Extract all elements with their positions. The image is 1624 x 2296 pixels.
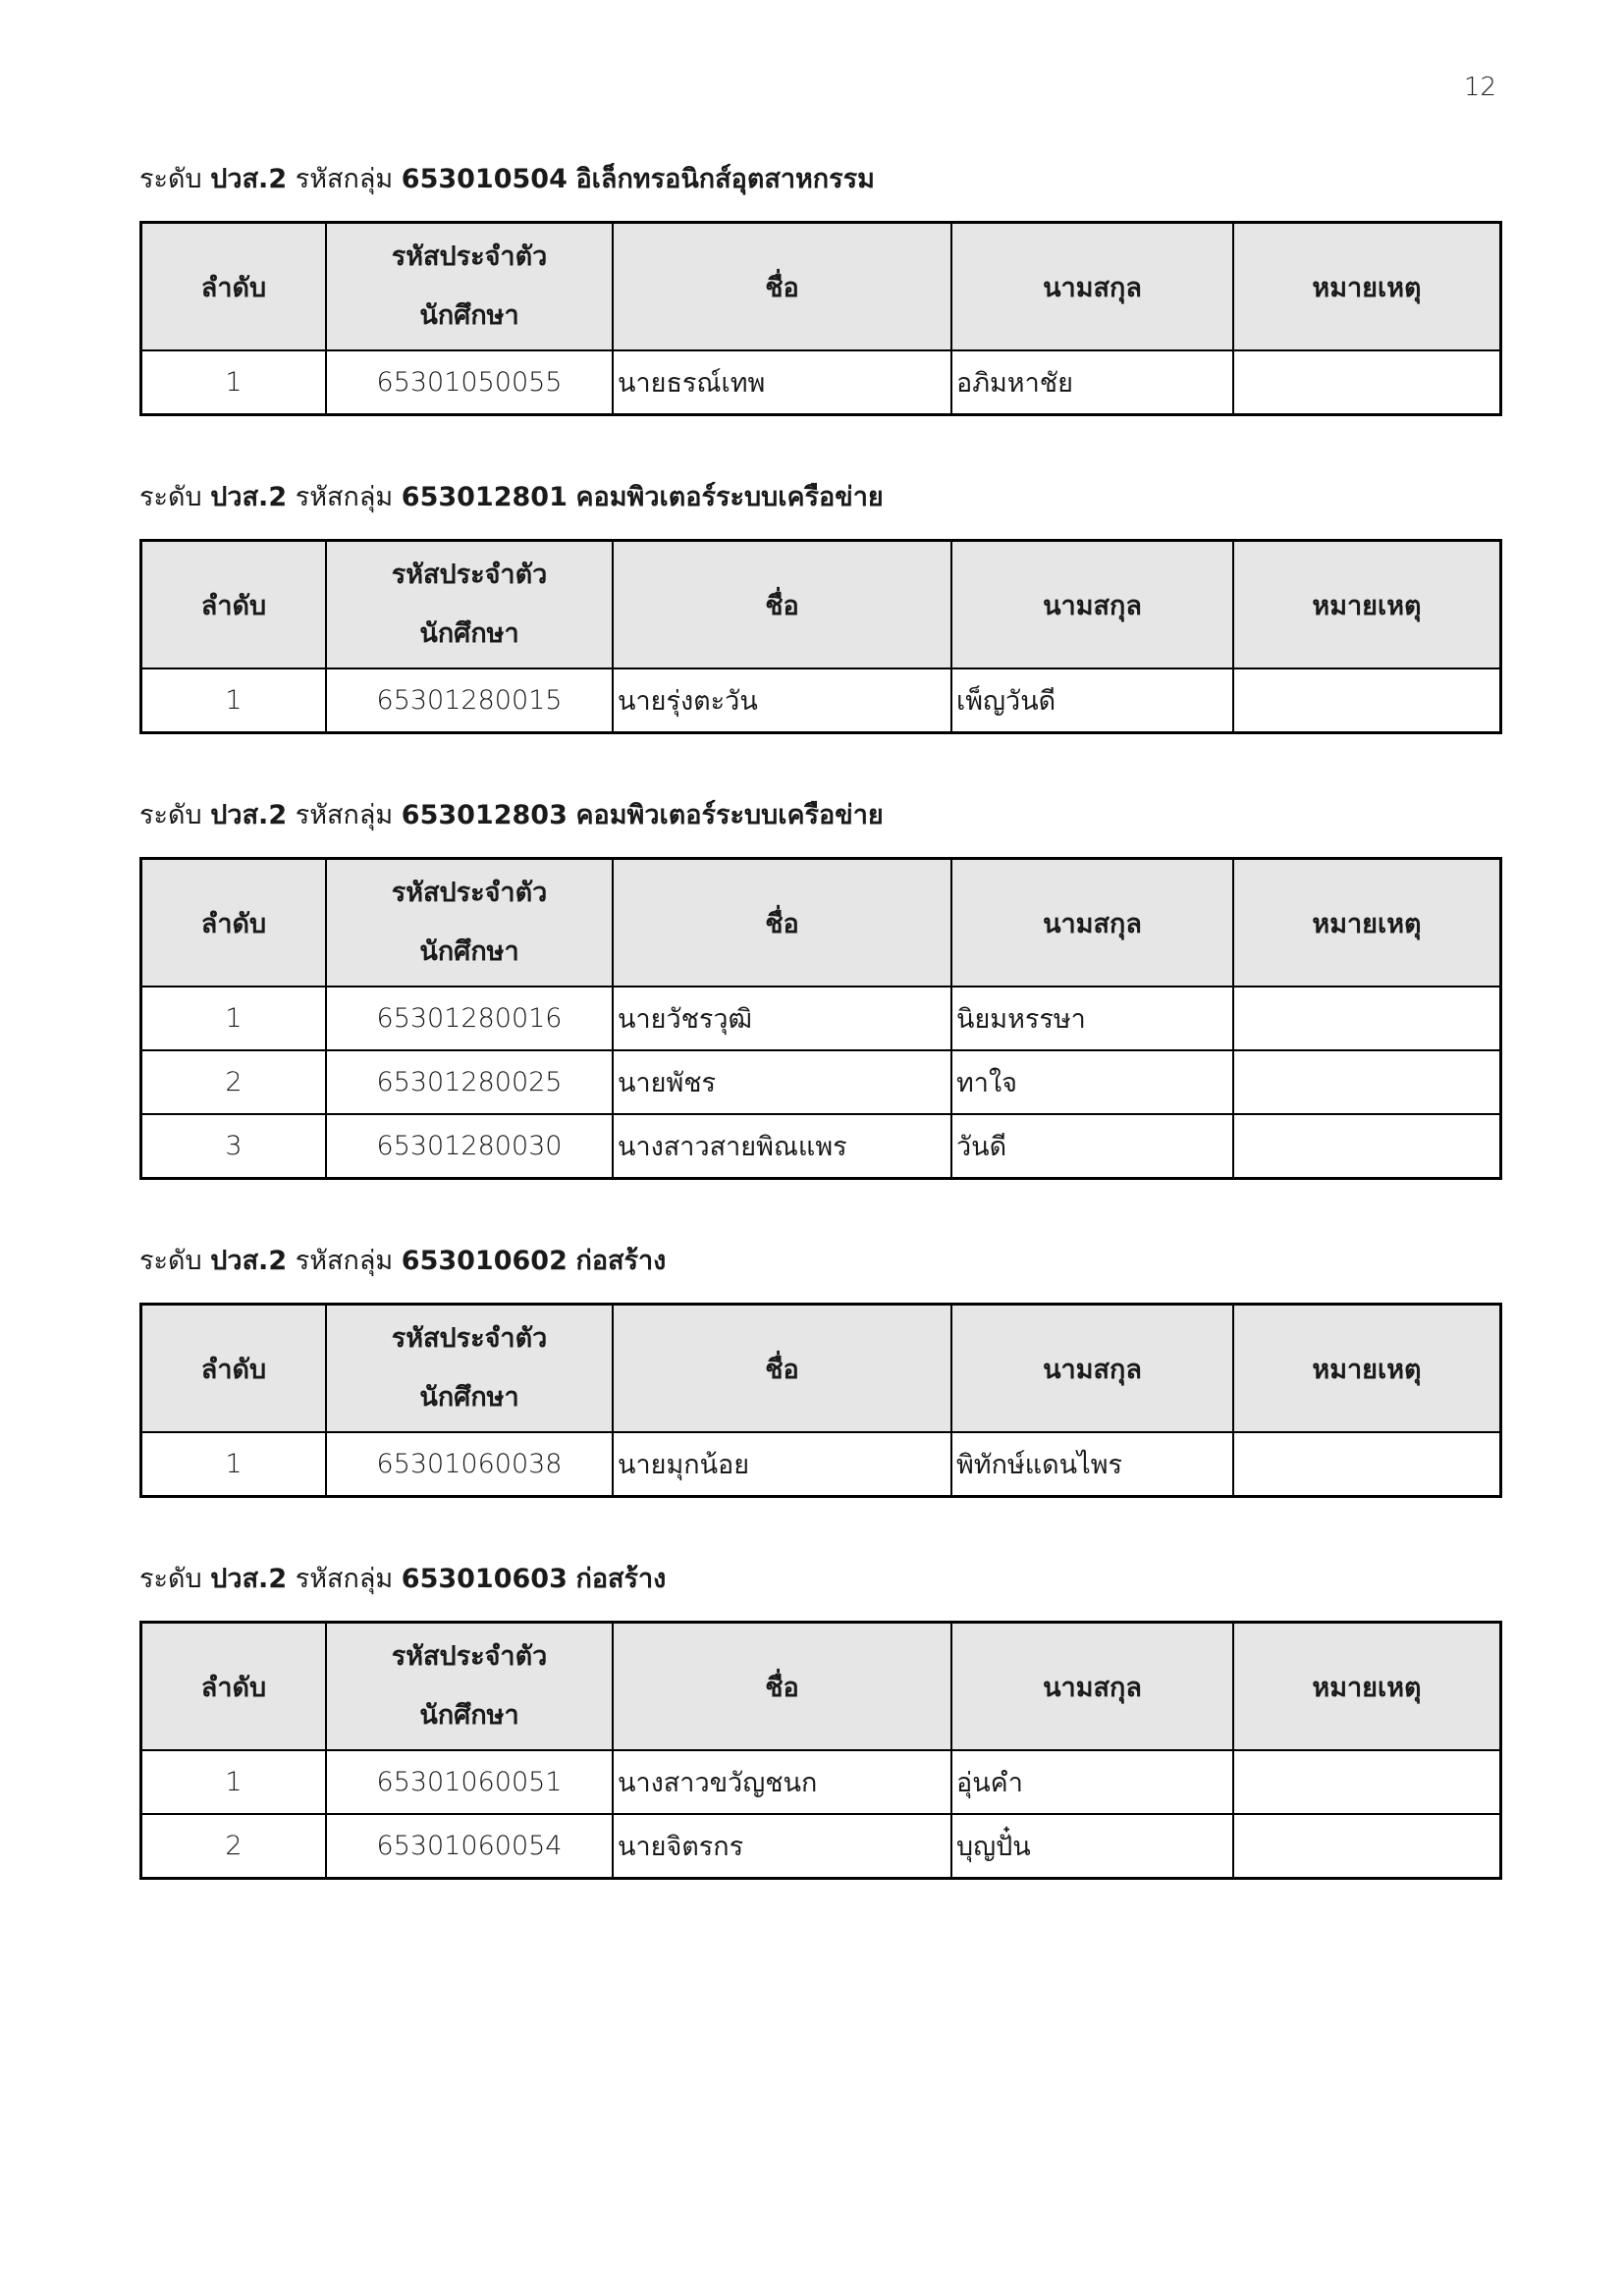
caption-group-code: 653012803 <box>401 800 568 830</box>
table-row <box>141 1432 1501 1497</box>
header-surname <box>951 223 1233 351</box>
table-row <box>141 668 1501 733</box>
cell-student-id: 65301280015 <box>326 668 613 733</box>
caption-label-level: ระดับ <box>139 1246 202 1276</box>
caption-label-level: ระดับ <box>139 1564 202 1594</box>
header-first-name-text: ชื่อ <box>765 1672 799 1703</box>
header-student-id <box>326 1623 613 1751</box>
caption-group-code: 653010603 <box>401 1564 568 1594</box>
caption-group-code: 653010602 <box>401 1246 568 1276</box>
section-caption <box>139 160 1494 199</box>
header-order <box>141 1305 327 1433</box>
caption-group-code: 653010504 <box>401 164 568 194</box>
page-number: 12 <box>1463 73 1496 102</box>
caption-label-level: ระดับ <box>139 482 202 512</box>
cell-first-name: นายวัชรวุฒิ <box>613 987 951 1050</box>
cell-order: 1 <box>141 1750 327 1814</box>
cell-remark <box>1233 1114 1501 1179</box>
section-caption <box>139 1560 1494 1599</box>
section-3 <box>139 796 1494 1180</box>
header-student-id <box>326 859 613 988</box>
section-caption <box>139 796 1494 835</box>
header-first-name-text: ชื่อ <box>765 590 799 621</box>
header-remark-text: หมายเหตุ <box>1312 1672 1422 1703</box>
cell-remark <box>1233 668 1501 733</box>
section-caption <box>139 478 1494 517</box>
cell-surname: บุญปั๋น <box>951 1814 1233 1879</box>
header-first-name <box>613 1623 951 1751</box>
cell-remark <box>1233 1814 1501 1879</box>
cell-student-id: 65301280030 <box>326 1114 613 1179</box>
caption-label-group: รหัสกลุ่ม <box>295 1246 394 1276</box>
caption-label-level: ระดับ <box>139 800 202 830</box>
table-header-row <box>141 541 1501 669</box>
caption-level: ปวส.2 <box>210 164 288 194</box>
table-row <box>141 1114 1501 1179</box>
cell-order: 1 <box>141 350 327 415</box>
header-surname <box>951 1305 1233 1433</box>
caption-level: ปวส.2 <box>210 1246 288 1276</box>
cell-surname: เพ็ญวันดี <box>951 668 1233 733</box>
header-student-id-text: รหัสประจำตัว <box>391 560 548 590</box>
table-header-row <box>141 1305 1501 1433</box>
section-caption <box>139 1242 1494 1281</box>
header-surname <box>951 859 1233 988</box>
header-student-id-text: นักศึกษา <box>419 1382 519 1413</box>
cell-remark <box>1233 350 1501 415</box>
table-header-row <box>141 1623 1501 1751</box>
header-first-name <box>613 541 951 669</box>
table-row <box>141 1814 1501 1879</box>
cell-order: 1 <box>141 987 327 1050</box>
header-remark <box>1233 1305 1501 1433</box>
cell-surname: ทาใจ <box>951 1050 1233 1114</box>
cell-order: 2 <box>141 1814 327 1879</box>
caption-program: ก่อสร้าง <box>575 1564 667 1594</box>
cell-first-name: นางสาวสายพิณแพร <box>613 1114 951 1179</box>
cell-first-name: นางสาวขวัญชนก <box>613 1750 951 1814</box>
header-student-id-text: รหัสประจำตัว <box>391 1323 548 1354</box>
caption-level: ปวส.2 <box>210 1564 288 1594</box>
header-remark <box>1233 1623 1501 1751</box>
student-table <box>139 1303 1502 1498</box>
cell-student-id: 65301060038 <box>326 1432 613 1497</box>
header-remark-text: หมายเหตุ <box>1312 1354 1422 1385</box>
cell-first-name: นายมุกน้อย <box>613 1432 951 1497</box>
cell-first-name: นายธรณ์เทพ <box>613 350 951 415</box>
header-remark <box>1233 541 1501 669</box>
cell-surname: พิทักษ์แดนไพร <box>951 1432 1233 1497</box>
caption-level: ปวส.2 <box>210 800 288 830</box>
table-row <box>141 1750 1501 1814</box>
table-header-row <box>141 223 1501 351</box>
header-student-id-text: นักศึกษา <box>419 300 519 331</box>
caption-level: ปวส.2 <box>210 482 288 512</box>
caption-group-code: 653012801 <box>401 482 568 512</box>
header-first-name-text: ชื่อ <box>765 908 799 939</box>
header-surname-text: นามสกุล <box>1043 1672 1142 1703</box>
header-surname <box>951 541 1233 669</box>
header-surname-text: นามสกุล <box>1043 590 1142 621</box>
student-table <box>139 539 1502 734</box>
cell-order: 1 <box>141 1432 327 1497</box>
header-surname-text: นามสกุล <box>1043 272 1142 303</box>
cell-surname: อภิมหาชัย <box>951 350 1233 415</box>
cell-remark <box>1233 987 1501 1050</box>
caption-label-group: รหัสกลุ่ม <box>295 1564 394 1594</box>
caption-label-group: รหัสกลุ่ม <box>295 800 394 830</box>
caption-label-group: รหัสกลุ่ม <box>295 164 394 194</box>
cell-first-name: นายพัชร <box>613 1050 951 1114</box>
header-first-name-text: ชื่อ <box>765 1354 799 1385</box>
header-student-id-text: รหัสประจำตัว <box>391 1641 548 1672</box>
caption-program: คอมพิวเตอร์ระบบเครือข่าย <box>575 800 884 830</box>
caption-label-group: รหัสกลุ่ม <box>295 482 394 512</box>
header-surname <box>951 1623 1233 1751</box>
header-remark <box>1233 859 1501 988</box>
header-student-id-text: นักศึกษา <box>419 1700 519 1731</box>
header-remark-text: หมายเหตุ <box>1312 590 1422 621</box>
cell-order: 2 <box>141 1050 327 1114</box>
header-order-text: ลำดับ <box>200 272 267 303</box>
caption-program: คอมพิวเตอร์ระบบเครือข่าย <box>575 482 884 512</box>
header-order <box>141 859 327 988</box>
header-student-id-text: นักศึกษา <box>419 936 519 967</box>
header-order-text: ลำดับ <box>200 908 267 939</box>
section-2 <box>139 478 1494 734</box>
header-student-id-text: นักศึกษา <box>419 618 519 649</box>
table-row <box>141 350 1501 415</box>
section-1 <box>139 160 1494 416</box>
header-remark-text: หมายเหตุ <box>1312 272 1422 303</box>
header-first-name <box>613 859 951 988</box>
cell-surname: วันดี <box>951 1114 1233 1179</box>
cell-student-id: 65301050055 <box>326 350 613 415</box>
student-table <box>139 221 1502 416</box>
cell-remark <box>1233 1432 1501 1497</box>
header-remark <box>1233 223 1501 351</box>
cell-first-name: นายจิตรกร <box>613 1814 951 1879</box>
student-table <box>139 857 1502 1180</box>
cell-student-id: 65301280016 <box>326 987 613 1050</box>
header-student-id-text: รหัสประจำตัว <box>391 241 548 272</box>
header-order <box>141 1623 327 1751</box>
header-student-id <box>326 223 613 351</box>
header-remark-text: หมายเหตุ <box>1312 908 1422 939</box>
header-first-name <box>613 1305 951 1433</box>
section-5 <box>139 1560 1494 1880</box>
header-order-text: ลำดับ <box>200 590 267 621</box>
header-student-id-text: รหัสประจำตัว <box>391 878 548 908</box>
cell-remark <box>1233 1750 1501 1814</box>
table-row <box>141 987 1501 1050</box>
header-student-id <box>326 541 613 669</box>
cell-order: 1 <box>141 668 327 733</box>
header-student-id <box>326 1305 613 1433</box>
header-surname-text: นามสกุล <box>1043 1354 1142 1385</box>
header-first-name <box>613 223 951 351</box>
header-order <box>141 541 327 669</box>
caption-label-level: ระดับ <box>139 164 202 194</box>
table-row <box>141 1050 1501 1114</box>
header-surname-text: นามสกุล <box>1043 908 1142 939</box>
caption-program: อิเล็กทรอนิกส์อุตสาหกรรม <box>575 164 875 194</box>
cell-order: 3 <box>141 1114 327 1179</box>
table-header-row <box>141 859 1501 988</box>
cell-surname: นิยมหรรษา <box>951 987 1233 1050</box>
student-table <box>139 1621 1502 1880</box>
cell-first-name: นายรุ่งตะวัน <box>613 668 951 733</box>
caption-program: ก่อสร้าง <box>575 1246 667 1276</box>
cell-remark <box>1233 1050 1501 1114</box>
header-order <box>141 223 327 351</box>
header-order-text: ลำดับ <box>200 1354 267 1385</box>
header-order-text: ลำดับ <box>200 1672 267 1703</box>
header-first-name-text: ชื่อ <box>765 272 799 303</box>
cell-surname: อุ่นคำ <box>951 1750 1233 1814</box>
cell-student-id: 65301060051 <box>326 1750 613 1814</box>
cell-student-id: 65301280025 <box>326 1050 613 1114</box>
cell-student-id: 65301060054 <box>326 1814 613 1879</box>
section-4 <box>139 1242 1494 1498</box>
